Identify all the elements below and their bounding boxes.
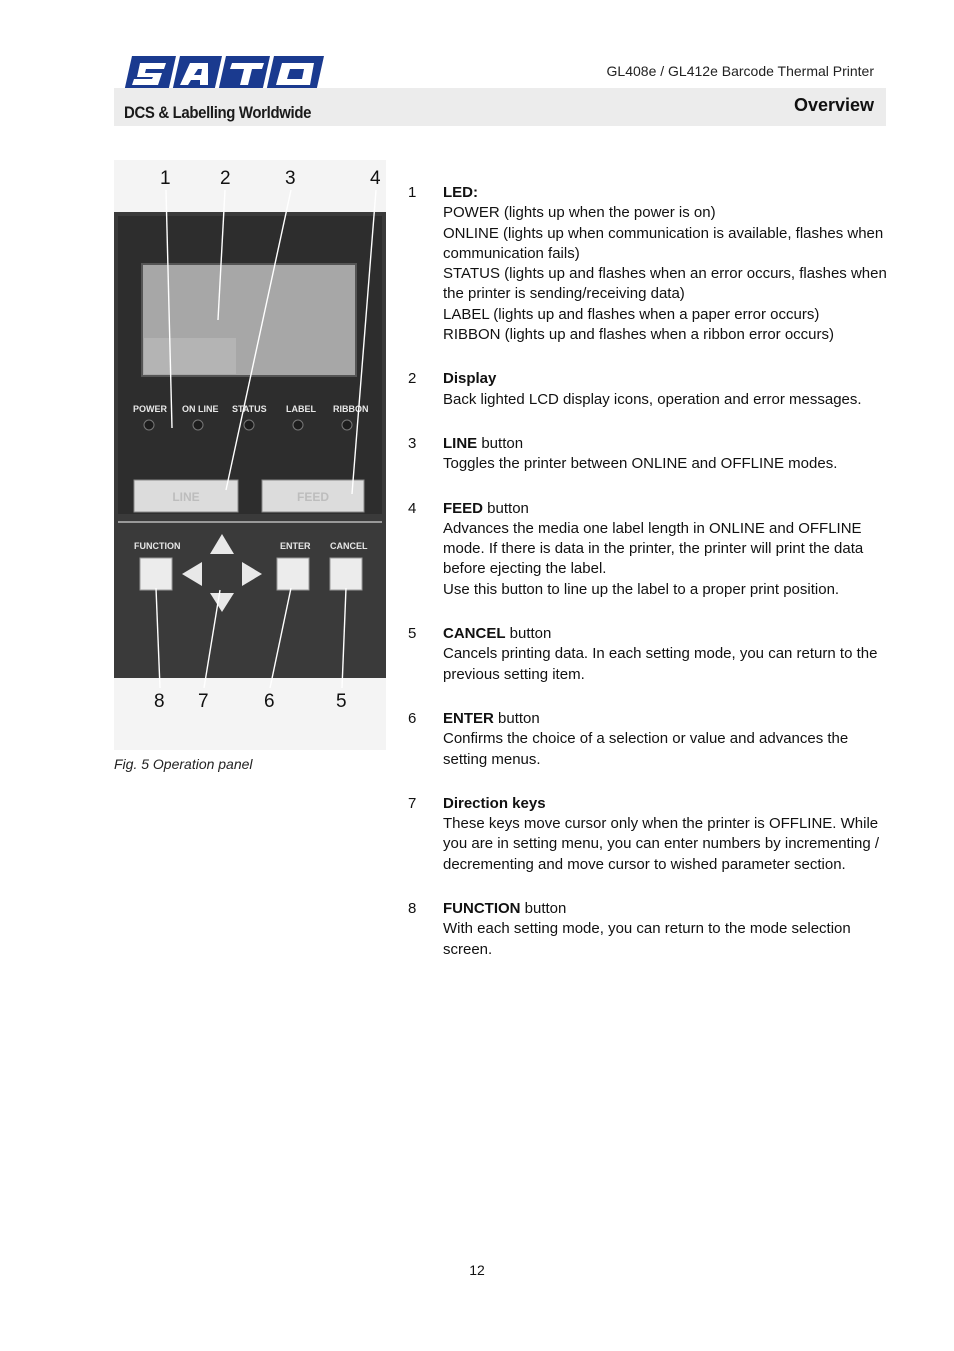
callout-6: 6 (264, 691, 275, 712)
description-item (408, 434, 888, 475)
item-title (443, 624, 888, 644)
company-tagline: DCS & Labelling Worldwide (124, 103, 312, 122)
status-led (244, 420, 254, 430)
item-text-line: POWER (lights up when the power is on) (443, 204, 716, 222)
item-body (443, 709, 888, 770)
description-item (408, 499, 888, 600)
header-band (114, 88, 886, 126)
ribbon-led (342, 420, 352, 430)
led-label-status: STATUS (232, 404, 267, 414)
sato-logo (124, 56, 324, 92)
item-text-line: Advances the media one label length in ONLINE and OFFLINE mode. If there is data in the printer, the printer will print the data before ejecting the label. (443, 519, 864, 578)
callout-8: 8 (154, 691, 165, 712)
operation-panel-illustration (114, 160, 386, 750)
key-label-enter: ENTER (280, 541, 311, 551)
item-title (443, 709, 888, 729)
item-title (443, 183, 888, 203)
item-title-suffix: button (477, 434, 524, 452)
item-body (443, 624, 888, 685)
item-title (443, 369, 888, 389)
item-number: 3 (408, 434, 417, 452)
key-label-function: FUNCTION (134, 541, 181, 551)
power-led (144, 420, 154, 430)
item-title-bold: FUNCTION (443, 900, 521, 918)
callout-7: 7 (198, 691, 209, 712)
item-text-line: Back lighted LCD display icons, operation and error messages. (443, 390, 862, 408)
item-body (443, 899, 888, 960)
enter-key (277, 558, 309, 590)
description-item (408, 709, 888, 770)
item-title-bold: FEED (443, 499, 484, 517)
document-title: GL408e / GL412e Barcode Thermal Printer (606, 63, 874, 79)
function-key (140, 558, 172, 590)
item-text-line: Confirms the choice of a selection or value and advances the setting menus. (443, 730, 849, 768)
item-title-suffix: button (483, 499, 529, 517)
description-item (408, 899, 888, 960)
item-title-bold: ENTER (443, 709, 494, 727)
item-title-bold: Display (443, 370, 497, 388)
item-title-bold: Direction keys (443, 794, 546, 812)
led-label-ribbon: RIBBON (333, 404, 369, 414)
item-descriptions (408, 183, 888, 984)
item-title (443, 899, 888, 919)
callout-5: 5 (336, 691, 347, 712)
item-text-line: STATUS (lights up and flashes when an error occurs, flashes when the printer is sending/receiving data) (443, 265, 887, 303)
key-label-cancel: CANCEL (330, 541, 368, 551)
led-label-online: ON LINE (182, 404, 219, 414)
item-title-suffix: button (520, 900, 567, 918)
item-body (443, 369, 888, 410)
label-led (293, 420, 303, 430)
item-title (443, 434, 888, 454)
cancel-key (330, 558, 362, 590)
item-text-line: These keys move cursor only when the printer is OFFLINE. While you are in setting menu, you can enter numbers by incrementing / decrementing and move cursor to wished parameter section. (443, 815, 880, 873)
item-title-bold: LED: (443, 184, 478, 201)
item-number: 6 (408, 709, 417, 727)
callout-3: 3 (285, 168, 296, 189)
online-led (193, 420, 203, 430)
description-item (408, 369, 888, 410)
item-number: 4 (408, 499, 417, 517)
item-number: 8 (408, 900, 417, 918)
item-text-line: ONLINE (lights up when communication is available, flashes when communication fails) (443, 224, 884, 262)
item-title-bold: CANCEL (443, 625, 506, 643)
description-item (408, 624, 888, 685)
line-button-label: LINE (172, 490, 200, 504)
item-body (443, 499, 888, 600)
page-number: 12 (469, 1262, 485, 1278)
section-title: Overview (793, 95, 874, 115)
led-label-label: LABEL (286, 404, 316, 414)
callout-4: 4 (370, 168, 381, 189)
item-body (443, 434, 888, 475)
item-text-line: Use this button to line up the label to a proper print position. (443, 580, 840, 598)
item-number: 5 (408, 625, 417, 643)
item-title (443, 499, 888, 519)
item-body (443, 183, 888, 345)
item-title-bold: LINE (443, 434, 478, 452)
led-label-power: POWER (133, 404, 168, 414)
item-number: 2 (408, 370, 417, 388)
item-text-line: Toggles the printer between ONLINE and OFFLINE modes. (443, 455, 838, 473)
description-item (408, 183, 888, 345)
callout-1: 1 (160, 168, 171, 189)
item-number: 1 (408, 184, 417, 201)
item-title-suffix: button (493, 709, 540, 727)
item-title-suffix: button (505, 625, 552, 643)
callout-2: 2 (220, 168, 231, 189)
item-number: 7 (408, 794, 417, 812)
item-text-line: With each setting mode, you can return to the mode selection screen. (443, 920, 851, 958)
description-item (408, 794, 888, 875)
feed-button-label: FEED (296, 490, 330, 504)
item-title (443, 794, 888, 814)
item-text-line: LABEL (lights up and flashes when a paper error occurs) (443, 305, 820, 323)
figure-caption: Fig. 5 Operation panel (114, 756, 253, 772)
item-text-line: Cancels printing data. In each setting mode, you can return to the previous setting item. (443, 645, 878, 683)
item-body (443, 794, 888, 875)
item-text-line: RIBBON (lights up and flashes when a ribbon error occurs) (443, 326, 835, 344)
operation-panel-figure (114, 160, 386, 750)
